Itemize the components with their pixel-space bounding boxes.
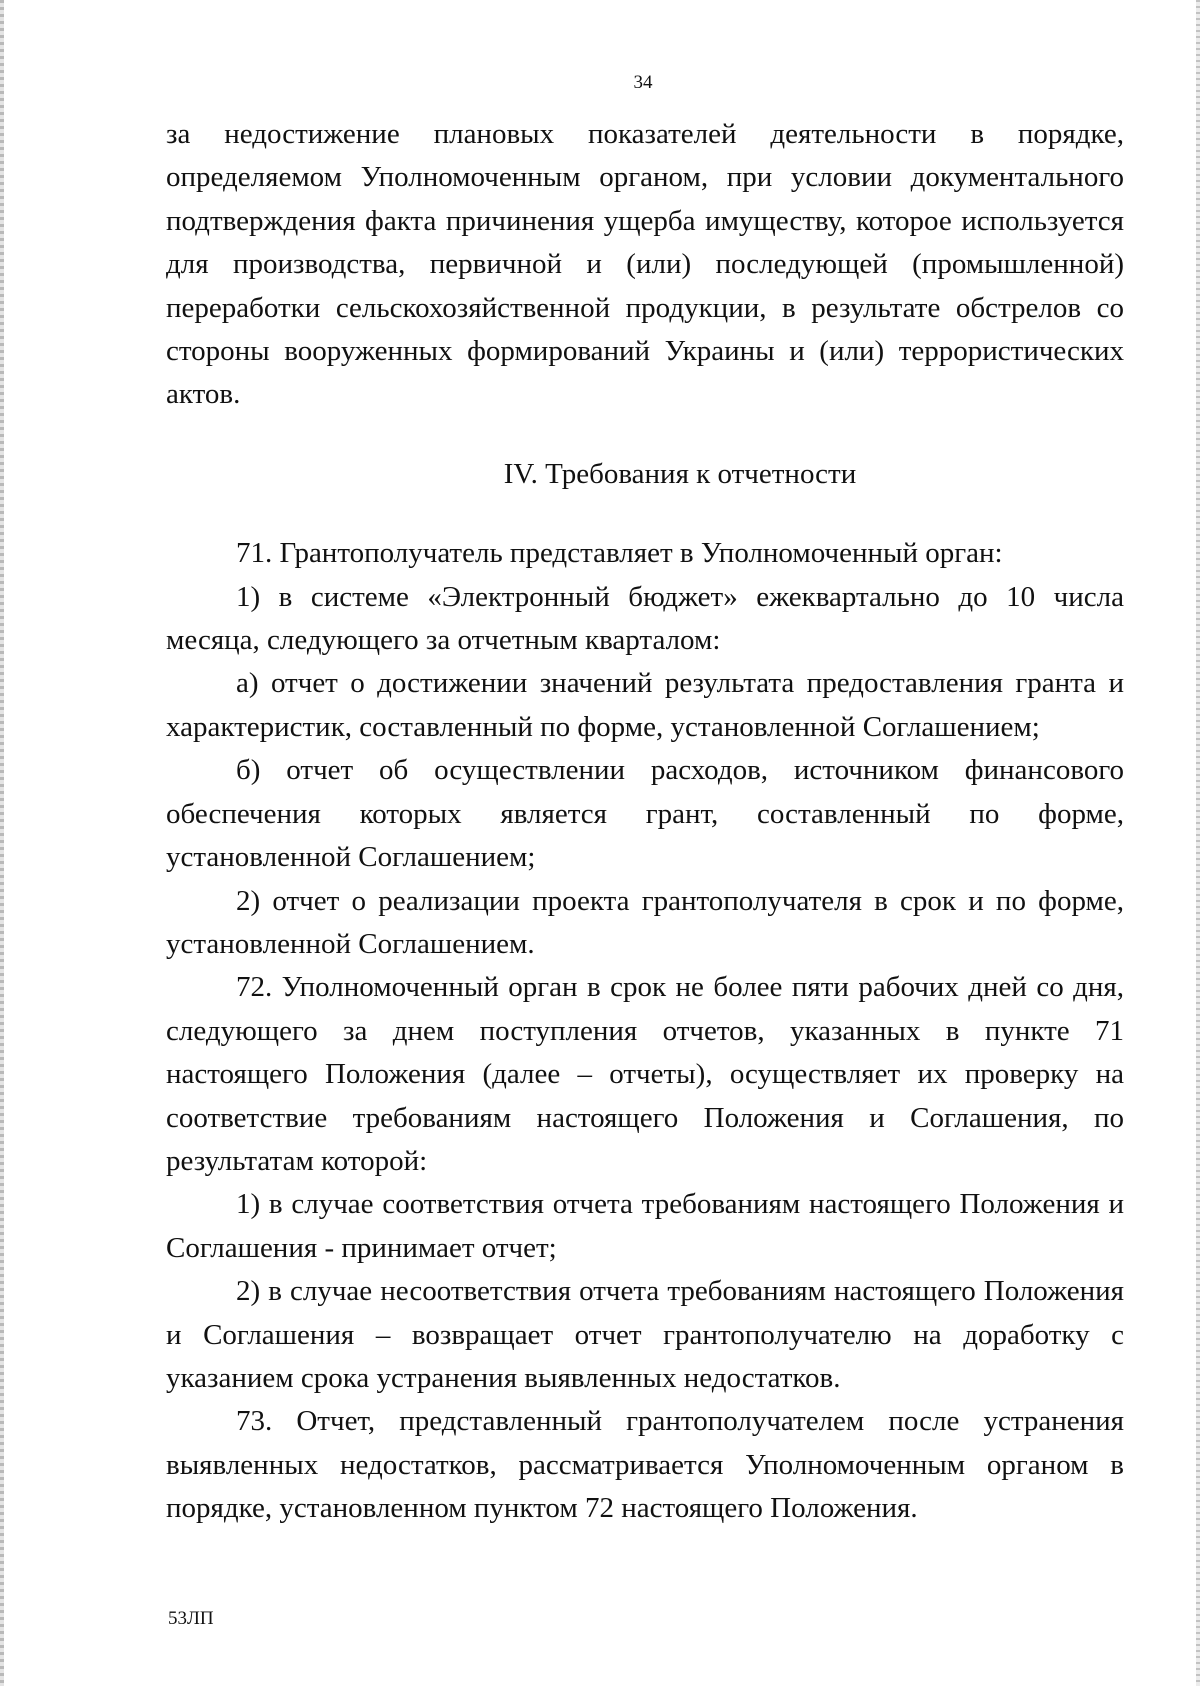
section-heading: IV. Требования к отчетности (503, 457, 857, 490)
paragraph-71-item-1a: а) отчет о достижении значений результата предоставления гранта и характеристик, составленный по форме, установленной Соглашением; (166, 667, 1124, 743)
paragraph-72: 72. Уполномоченный орган в срок не более пяти рабочих дней со дня, следующего за днем поступления отчетов, указанных в пункте 71 настоящего Положения (далее – отчеты), осуществляет их проверку на соответствие требованиям настоящего Положения и Соглашения, по результатам которой: (166, 971, 1124, 1177)
page-number: 34 (633, 72, 653, 93)
scan-edge-right (1196, 0, 1200, 1686)
paragraph-71-item-2: 2) отчет о реализации проекта грантополучателя в срок и по форме, установленной Соглашением. (166, 884, 1124, 960)
paragraph-71-item-1: 1) в системе «Электронный бюджет» ежеквартально до 10 числа месяца, следующего за отчетным кварталом: (166, 580, 1124, 657)
scan-edge-left (0, 0, 4, 1686)
paragraph-71: 71. Грантополучатель представляет в Уполномоченный орган: (236, 537, 1003, 570)
paragraph-73: 73. Отчет, представленный грантополучателем после устранения выявленных недостатков, рассматривается Уполномоченным органом в порядке, установленном пунктом 72 настоящего Положения. (166, 1405, 1124, 1525)
paragraph-continuation: за недостижение плановых показателей деятельности в порядке, определяемом Уполномоченным органом, при условии документального подтверждения факта причинения ущерба имуществу, которое используется для производства, первичной и (или) последующей (промышленной) переработки сельскохозяйственной продукции, в результате обстрелов со стороны вооруженных формирований Украины и (или) террористических актов. (166, 118, 1124, 411)
paragraph-71-item-1b: б) отчет об осуществлении расходов, источником финансового обеспечения которых является грант, составленный по форме, установленной Соглашением; (166, 754, 1124, 874)
document-code: 53ЛП (168, 1608, 214, 1629)
document-body (166, 113, 1124, 1531)
paragraph-72-item-2: 2) в случае несоответствия отчета требованиям настоящего Положения и Соглашения – возвращает отчет грантополучателю на доработку с указанием срока устранения выявленных недостатков. (166, 1275, 1124, 1394)
paragraph-72-item-1: 1) в случае соответствия отчета требованиям настоящего Положения и Соглашения - принимает отчет; (166, 1188, 1124, 1264)
